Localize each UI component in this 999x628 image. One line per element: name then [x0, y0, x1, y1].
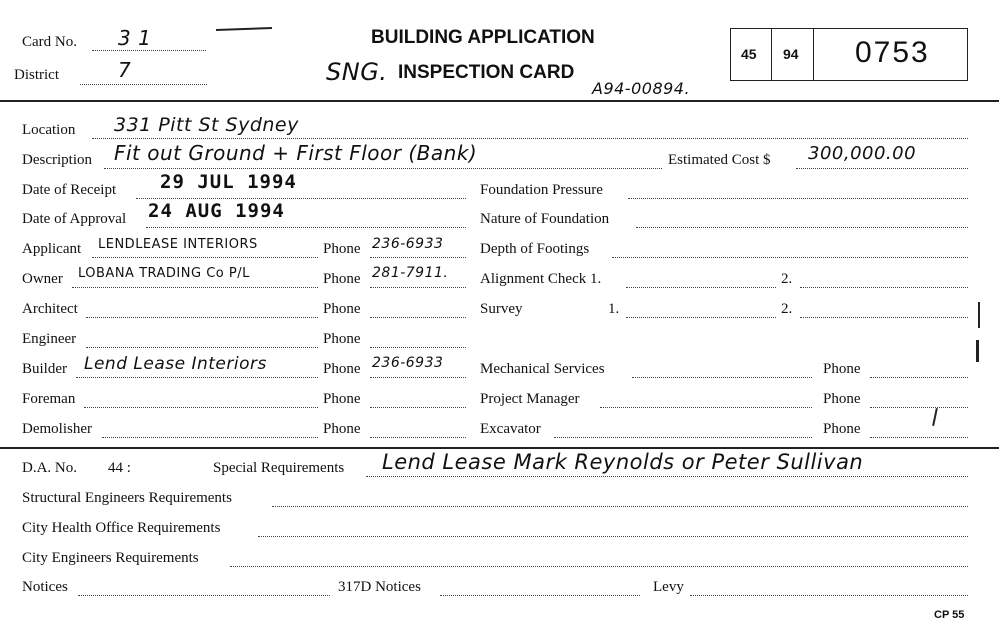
excavator-phone-label: Phone: [823, 421, 861, 437]
engineer-label: Engineer: [22, 331, 77, 347]
foundation-pressure-line: [628, 198, 968, 199]
excavator-label: Excavator: [480, 421, 541, 437]
engineer-phone-line: [370, 347, 466, 348]
notices-label: Notices: [22, 579, 68, 595]
foreman-phone-label: Phone: [323, 391, 361, 407]
demolisher-line: [102, 437, 318, 438]
builder-phone-label: Phone: [323, 361, 361, 377]
applicant-label: Applicant: [22, 241, 82, 257]
project-manager-line: [600, 407, 812, 408]
depth-footings-label: Depth of Footings: [480, 241, 590, 257]
title-line-2: INSPECTION CARD: [398, 62, 575, 83]
mechanical-services-label: Mechanical Services: [480, 361, 605, 377]
estimated-cost-label: Estimated Cost $: [668, 152, 771, 168]
applicant-phone-value: 236-6933: [372, 236, 444, 252]
box-card-number: 0753: [855, 36, 930, 69]
da-number-label: D.A. No.: [22, 460, 77, 476]
depth-footings-line: [612, 257, 968, 258]
estimated-cost-line: [796, 168, 968, 169]
demolisher-phone-label: Phone: [323, 421, 361, 437]
special-requirements-label: Special Requirements: [213, 460, 345, 476]
district-value: 7: [118, 58, 132, 82]
district-label: District: [14, 67, 59, 83]
project-manager-label: Project Manager: [480, 391, 580, 407]
da-number-value: 44 :: [108, 460, 131, 476]
description-line: [104, 168, 662, 169]
box-code-a: 45: [741, 46, 757, 62]
card-number-box: [730, 28, 968, 81]
card-no-label: Card No.: [22, 34, 77, 50]
description-value: Fit out Ground + First Floor (Bank): [114, 141, 478, 165]
excavator-phone-line: [870, 437, 968, 438]
levy-label: Levy: [653, 579, 684, 595]
levy-line: [690, 595, 968, 596]
location-label: Location: [22, 122, 76, 138]
survey-two-label: 2.: [781, 301, 793, 317]
notices-317d-line: [440, 595, 640, 596]
engineer-phone-label: Phone: [323, 331, 361, 347]
margin-mark: [976, 340, 979, 362]
special-requirements-value: Lend Lease Mark Reynolds or Peter Sullivan: [382, 450, 864, 474]
description-label: Description: [22, 152, 92, 168]
location-line: [92, 138, 968, 139]
nature-foundation-label: Nature of Foundation: [480, 211, 610, 227]
builder-phone-line: [370, 377, 466, 378]
handwritten-initials: SNG.: [326, 58, 388, 86]
owner-line: [72, 287, 318, 288]
engineer-line: [86, 347, 318, 348]
survey-line-2: [800, 317, 968, 318]
builder-label: Builder: [22, 361, 67, 377]
architect-phone-label: Phone: [323, 301, 361, 317]
margin-mark: [978, 302, 980, 328]
mechanical-phone-label: Phone: [823, 361, 861, 377]
applicant-line: [92, 257, 318, 258]
box-code-b: 94: [783, 46, 799, 62]
owner-phone-label: Phone: [323, 271, 361, 287]
notices-line: [78, 595, 330, 596]
foreman-label: Foreman: [22, 391, 76, 407]
applicant-phone-label: Phone: [323, 241, 361, 257]
owner-phone-line: [370, 287, 466, 288]
alignment-two-label: 2.: [781, 271, 793, 287]
survey-one-label: 1.: [608, 301, 620, 317]
alignment-line-2: [800, 287, 968, 288]
box-divider-1: [771, 28, 772, 80]
survey-label: Survey: [480, 301, 523, 317]
project-manager-phone-label: Phone: [823, 391, 861, 407]
header-rule: [0, 100, 999, 102]
estimated-cost-value: 300,000.00: [808, 143, 917, 164]
builder-line: [76, 377, 318, 378]
architect-label: Architect: [22, 301, 78, 317]
card-no-line: [92, 50, 206, 51]
owner-label: Owner: [22, 271, 63, 287]
architect-line: [86, 317, 318, 318]
survey-line-1: [626, 317, 776, 318]
reference-number: A94-00894.: [592, 79, 691, 98]
mechanical-phone-line: [870, 377, 968, 378]
city-engineers-line: [230, 566, 968, 567]
architect-phone-line: [370, 317, 466, 318]
builder-value: Lend Lease Interiors: [84, 354, 267, 374]
title-line-1: BUILDING APPLICATION: [371, 27, 595, 48]
pen-stroke: [216, 27, 272, 31]
approval-label: Date of Approval: [22, 211, 127, 227]
owner-value: LOBANA TRADING Co P/L: [78, 266, 250, 281]
project-manager-phone-line: [870, 407, 968, 408]
structural-requirements-line: [272, 506, 968, 507]
owner-phone-value: 281-7911.: [372, 265, 449, 281]
receipt-label: Date of Receipt: [22, 182, 117, 198]
receipt-line: [136, 198, 466, 199]
structural-requirements-label: Structural Engineers Requirements: [22, 490, 232, 506]
approval-line: [146, 227, 466, 228]
form-code: CP 55: [934, 609, 965, 621]
foundation-pressure-label: Foundation Pressure: [480, 182, 603, 198]
card-no-value: 3 1: [118, 26, 152, 50]
notices-317d-label: 317D Notices: [338, 579, 421, 595]
alignment-check-label: Alignment Check 1.: [480, 271, 602, 287]
builder-phone-value: 236-6933: [372, 355, 444, 371]
approval-stamp: 24 AUG 1994: [148, 200, 285, 222]
nature-foundation-line: [636, 227, 968, 228]
special-requirements-line: [366, 476, 968, 477]
city-engineers-label: City Engineers Requirements: [22, 550, 199, 566]
box-divider-2: [813, 28, 814, 80]
excavator-line: [554, 437, 812, 438]
applicant-phone-line: [370, 257, 466, 258]
foreman-line: [84, 407, 318, 408]
health-requirements-label: City Health Office Requirements: [22, 520, 221, 536]
mechanical-line: [632, 377, 812, 378]
middle-rule: [0, 447, 999, 449]
demolisher-label: Demolisher: [22, 421, 92, 437]
receipt-stamp: 29 JUL 1994: [160, 171, 297, 193]
alignment-line-1: [626, 287, 776, 288]
demolisher-phone-line: [370, 437, 466, 438]
location-value: 331 Pitt St Sydney: [114, 114, 299, 136]
applicant-value: LENDLEASE INTERIORS: [98, 237, 258, 252]
margin-mark: [932, 408, 938, 426]
foreman-phone-line: [370, 407, 466, 408]
district-line: [80, 84, 207, 85]
health-requirements-line: [258, 536, 968, 537]
